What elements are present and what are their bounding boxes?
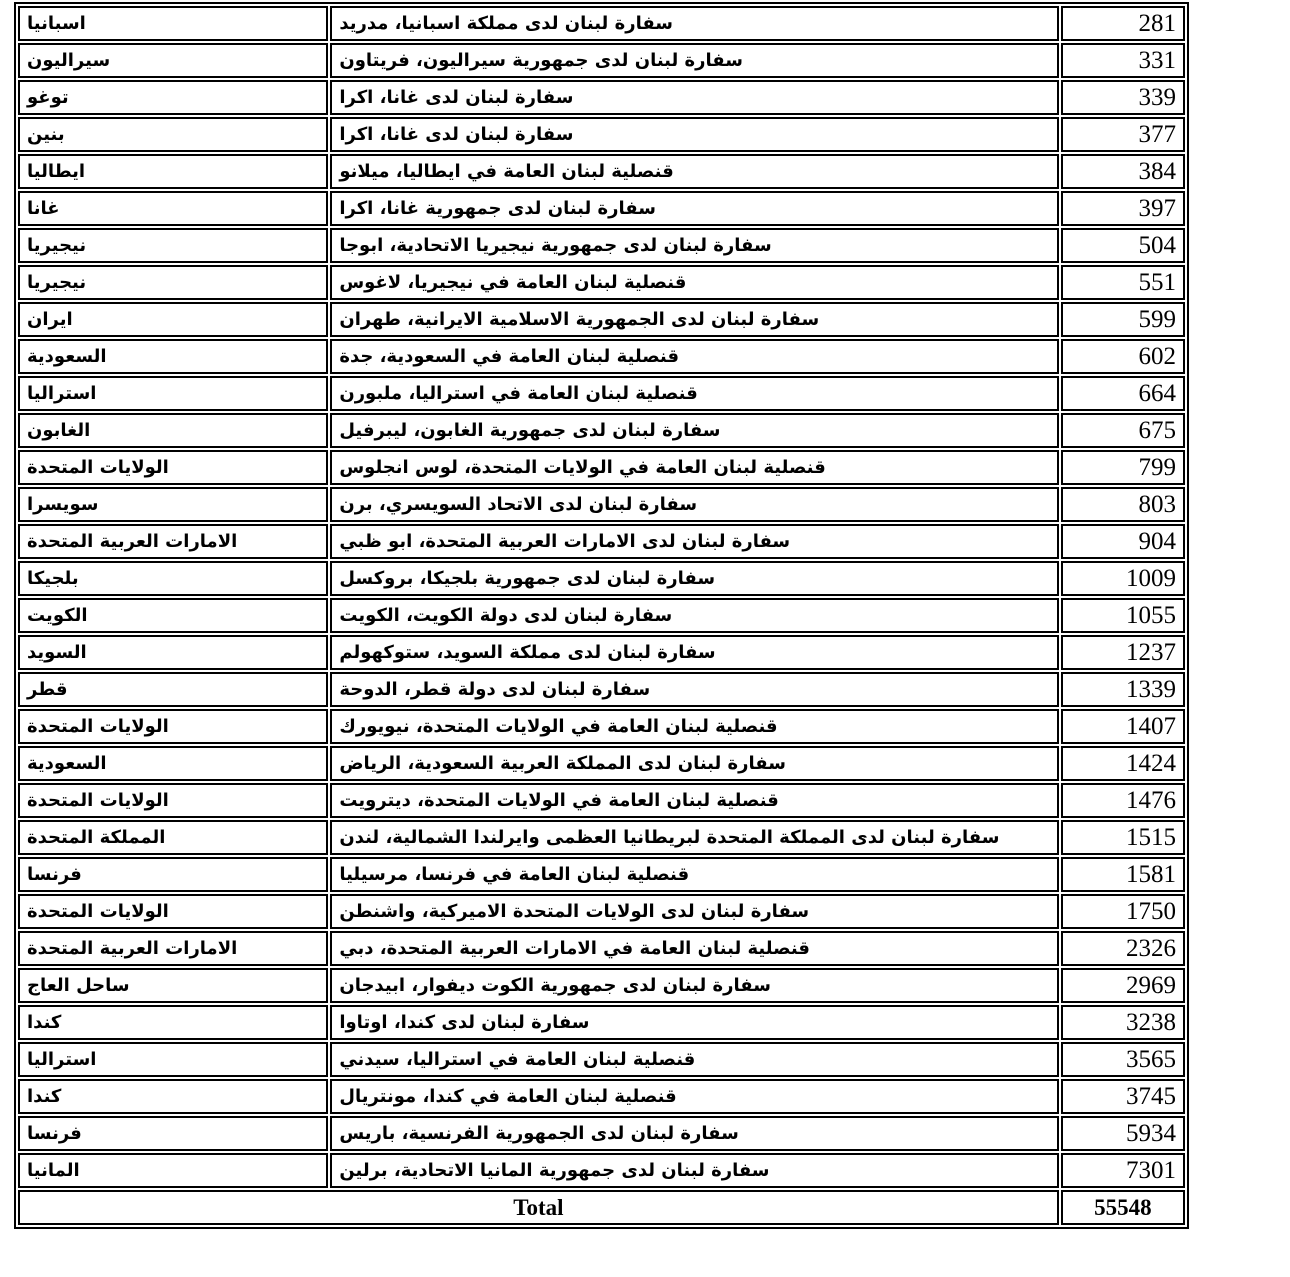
mission-cell: سفارة لبنان لدى جمهورية سيراليون، فريتاون <box>330 43 1059 78</box>
country-cell: استراليا <box>18 1042 328 1077</box>
count-cell: 1476 <box>1061 783 1185 818</box>
country-cell: السعودية <box>18 339 328 374</box>
country-cell: المملكة المتحدة <box>18 820 328 855</box>
mission-cell: سفارة لبنان لدى جمهورية الغابون، ليبرفيل <box>330 413 1059 448</box>
mission-cell: سفارة لبنان لدى المملكة العربية السعودية، الرياض <box>330 746 1059 781</box>
count-cell: 384 <box>1061 154 1185 189</box>
table-body <box>18 6 1185 1188</box>
country-cell: استراليا <box>18 376 328 411</box>
country-cell: الولايات المتحدة <box>18 709 328 744</box>
country-cell: كندا <box>18 1079 328 1114</box>
count-cell: 281 <box>1061 6 1185 41</box>
count-cell: 2969 <box>1061 968 1185 1003</box>
table-row <box>18 80 1185 115</box>
count-cell: 3565 <box>1061 1042 1185 1077</box>
mission-cell: قنصلية لبنان العامة في فرنسا، مرسيليا <box>330 857 1059 892</box>
country-cell: السعودية <box>18 746 328 781</box>
table-row <box>18 1116 1185 1151</box>
count-cell: 803 <box>1061 487 1185 522</box>
mission-cell: سفارة لبنان لدى جمهورية نيجيريا الاتحادية، ابوجا <box>330 228 1059 263</box>
count-cell: 675 <box>1061 413 1185 448</box>
table-row <box>18 672 1185 707</box>
count-cell: 551 <box>1061 265 1185 300</box>
country-cell: اسبانيا <box>18 6 328 41</box>
country-cell: الامارات العربية المتحدة <box>18 931 328 966</box>
country-cell: الولايات المتحدة <box>18 783 328 818</box>
mission-cell: قنصلية لبنان العامة في استراليا، ملبورن <box>330 376 1059 411</box>
count-cell: 7301 <box>1061 1153 1185 1188</box>
mission-cell: قنصلية لبنان العامة في استراليا، سيدني <box>330 1042 1059 1077</box>
mission-cell: قنصلية لبنان العامة في ايطاليا، ميلانو <box>330 154 1059 189</box>
count-cell: 377 <box>1061 117 1185 152</box>
table-row <box>18 635 1185 670</box>
country-cell: قطر <box>18 672 328 707</box>
country-cell: كندا <box>18 1005 328 1040</box>
country-cell: نيجيريا <box>18 265 328 300</box>
table-row <box>18 783 1185 818</box>
mission-cell: سفارة لبنان لدى الولايات المتحدة الاميركية، واشنطن <box>330 894 1059 929</box>
mission-cell: سفارة لبنان لدى جمهورية غانا، اكرا <box>330 191 1059 226</box>
mission-cell: سفارة لبنان لدى غانا، اكرا <box>330 80 1059 115</box>
mission-cell: سفارة لبنان لدى الامارات العربية المتحدة، ابو ظبي <box>330 524 1059 559</box>
country-cell: الكويت <box>18 598 328 633</box>
mission-cell: سفارة لبنان لدى جمهورية بلجيكا، بروكسل <box>330 561 1059 596</box>
country-cell: فرنسا <box>18 1116 328 1151</box>
country-cell: ايران <box>18 302 328 337</box>
count-cell: 1424 <box>1061 746 1185 781</box>
total-value: 55548 <box>1061 1190 1185 1225</box>
mission-cell: قنصلية لبنان العامة في الامارات العربية المتحدة، دبي <box>330 931 1059 966</box>
mission-cell: سفارة لبنان لدى الجمهورية الفرنسية، باريس <box>330 1116 1059 1151</box>
table-row <box>18 450 1185 485</box>
table-row <box>18 598 1185 633</box>
count-cell: 1339 <box>1061 672 1185 707</box>
table-row <box>18 117 1185 152</box>
table-row <box>18 154 1185 189</box>
table-row <box>18 487 1185 522</box>
mission-cell: سفارة لبنان لدى مملكة اسبانيا، مدريد <box>330 6 1059 41</box>
mission-cell: سفارة لبنان لدى جمهورية الكوت ديفوار، ابيدجان <box>330 968 1059 1003</box>
count-cell: 1581 <box>1061 857 1185 892</box>
total-label: Total <box>18 1190 1059 1225</box>
table-row <box>18 228 1185 263</box>
mission-cell: قنصلية لبنان العامة في نيجيريا، لاغوس <box>330 265 1059 300</box>
mission-cell: سفارة لبنان لدى دولة قطر، الدوحة <box>330 672 1059 707</box>
mission-cell: قنصلية لبنان العامة في كندا، مونتريال <box>330 1079 1059 1114</box>
country-cell: الامارات العربية المتحدة <box>18 524 328 559</box>
table-row <box>18 931 1185 966</box>
mission-cell: سفارة لبنان لدى جمهورية المانيا الاتحادية، برلين <box>330 1153 1059 1188</box>
count-cell: 1407 <box>1061 709 1185 744</box>
country-cell: سيراليون <box>18 43 328 78</box>
table-row <box>18 302 1185 337</box>
mission-cell: سفارة لبنان لدى المملكة المتحدة لبريطانيا العظمى وايرلندا الشمالية، لندن <box>330 820 1059 855</box>
count-cell: 331 <box>1061 43 1185 78</box>
table-row <box>18 561 1185 596</box>
count-cell: 599 <box>1061 302 1185 337</box>
table-row <box>18 376 1185 411</box>
table-row <box>18 746 1185 781</box>
mission-cell: قنصلية لبنان العامة في الولايات المتحدة، لوس انجلوس <box>330 450 1059 485</box>
table-row <box>18 1153 1185 1188</box>
table-row <box>18 1042 1185 1077</box>
table-row <box>18 6 1185 41</box>
count-cell: 2326 <box>1061 931 1185 966</box>
count-cell: 5934 <box>1061 1116 1185 1151</box>
embassies-registrations-table <box>14 2 1189 1229</box>
country-cell: بنين <box>18 117 328 152</box>
country-cell: السويد <box>18 635 328 670</box>
mission-cell: سفارة لبنان لدى مملكة السويد، ستوكهولم <box>330 635 1059 670</box>
country-cell: الولايات المتحدة <box>18 894 328 929</box>
count-cell: 602 <box>1061 339 1185 374</box>
table-row <box>18 413 1185 448</box>
count-cell: 1750 <box>1061 894 1185 929</box>
document-page <box>0 2 1290 1277</box>
country-cell: ساحل العاج <box>18 968 328 1003</box>
count-cell: 799 <box>1061 450 1185 485</box>
country-cell: غانا <box>18 191 328 226</box>
table-row <box>18 524 1185 559</box>
count-cell: 904 <box>1061 524 1185 559</box>
country-cell: المانيا <box>18 1153 328 1188</box>
count-cell: 397 <box>1061 191 1185 226</box>
table-row <box>18 894 1185 929</box>
count-cell: 339 <box>1061 80 1185 115</box>
count-cell: 1055 <box>1061 598 1185 633</box>
table-row <box>18 709 1185 744</box>
count-cell: 1237 <box>1061 635 1185 670</box>
mission-cell: سفارة لبنان لدى دولة الكويت، الكويت <box>330 598 1059 633</box>
mission-cell: قنصلية لبنان العامة في الولايات المتحدة، نيويورك <box>330 709 1059 744</box>
country-cell: سويسرا <box>18 487 328 522</box>
table-row <box>18 1005 1185 1040</box>
country-cell: الولايات المتحدة <box>18 450 328 485</box>
country-cell: ايطاليا <box>18 154 328 189</box>
mission-cell: قنصلية لبنان العامة في السعودية، جدة <box>330 339 1059 374</box>
mission-cell: سفارة لبنان لدى كندا، اوتاوا <box>330 1005 1059 1040</box>
total-row <box>18 1190 1185 1225</box>
table-row <box>18 265 1185 300</box>
country-cell: توغو <box>18 80 328 115</box>
country-cell: الغابون <box>18 413 328 448</box>
table-row <box>18 968 1185 1003</box>
count-cell: 504 <box>1061 228 1185 263</box>
table-row <box>18 1079 1185 1114</box>
mission-cell: سفارة لبنان لدى الاتحاد السويسري، برن <box>330 487 1059 522</box>
count-cell: 664 <box>1061 376 1185 411</box>
table-row <box>18 339 1185 374</box>
country-cell: نيجيريا <box>18 228 328 263</box>
country-cell: فرنسا <box>18 857 328 892</box>
mission-cell: سفارة لبنان لدى الجمهورية الاسلامية الايرانية، طهران <box>330 302 1059 337</box>
mission-cell: سفارة لبنان لدى غانا، اكرا <box>330 117 1059 152</box>
table-row <box>18 820 1185 855</box>
count-cell: 3238 <box>1061 1005 1185 1040</box>
mission-cell: قنصلية لبنان العامة في الولايات المتحدة، ديترويت <box>330 783 1059 818</box>
count-cell: 1515 <box>1061 820 1185 855</box>
count-cell: 3745 <box>1061 1079 1185 1114</box>
country-cell: بلجيكا <box>18 561 328 596</box>
count-cell: 1009 <box>1061 561 1185 596</box>
table-row <box>18 43 1185 78</box>
table-row <box>18 191 1185 226</box>
table-row <box>18 857 1185 892</box>
